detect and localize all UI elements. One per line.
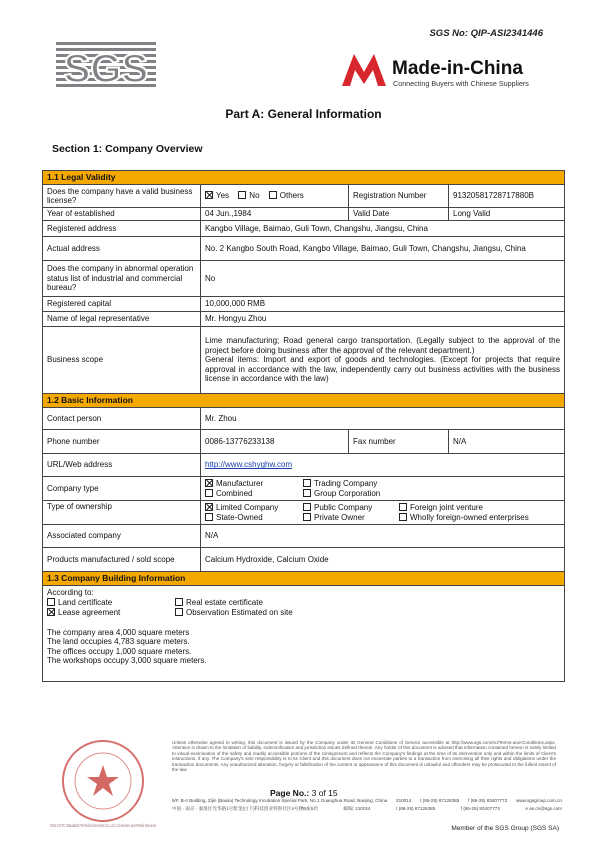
svg-text:SGS-CSTC Standards Technical S: SGS-CSTC Standards Technical Services Co.,Ltd. Consumer and Retail Services bbox=[50, 823, 156, 828]
checkbox-state-owned[interactable] bbox=[205, 513, 213, 521]
section-title: Section 1: Company Overview bbox=[52, 143, 203, 155]
made-in-china-logo bbox=[340, 48, 555, 94]
svg-text:SGS: SGS bbox=[63, 47, 149, 91]
checkbox-real-estate-certificate[interactable] bbox=[175, 598, 183, 606]
sgs-logo bbox=[56, 40, 156, 90]
section-header-legal: 1.1 Legal Validity bbox=[43, 171, 565, 185]
checkbox-lease-agreement[interactable] bbox=[47, 608, 55, 616]
row-registered-address: Registered address Kangbo Village, Baimao, Guli Town, Changshu, Jiangsu, China bbox=[43, 221, 565, 237]
label-valid-license: Does the company have a valid business license? bbox=[43, 185, 201, 208]
company-website-link[interactable]: http://www.cshyghw.com bbox=[205, 460, 293, 470]
section-header-building: 1.3 Company Building Information bbox=[43, 572, 565, 586]
checkbox-public-company[interactable] bbox=[303, 503, 311, 511]
license-options: Yes No Others bbox=[201, 185, 349, 208]
row-phone: Phone number 0086-13776233138 Fax number N/A bbox=[43, 430, 565, 454]
office-area-line: The offices occupy 1,000 square meters. bbox=[47, 646, 192, 656]
document-id: SGS No: QIP-ASI2341446 bbox=[429, 28, 543, 39]
row-contact-person: Contact person Mr. Zhou bbox=[43, 408, 565, 430]
label-registration-number: Registration Number bbox=[349, 185, 449, 208]
svg-text:Connecting Buyers with Chinese: Connecting Buyers with Chinese Suppliers bbox=[393, 79, 529, 88]
row-actual-address: Actual address No. 2 Kangbo South Road, Kangbo Village, Baimao, Guli Town, Changshu, Jiangsu, China bbox=[43, 237, 565, 261]
row-year-established: Year of established 04 Jun.,1984 Valid Date Long Valid bbox=[43, 208, 565, 221]
checkbox-private-owner[interactable] bbox=[303, 513, 311, 521]
part-title: Part A: General Information bbox=[225, 107, 382, 121]
address-line-cn: 中国 · 南京 · 秦淮区光华路1号紫金(白下)科技创业特别社区4号楼B座5层 邮编: 210014 t (86-25) 87126385 f (86-25) 83407773 e as.cn@sgs.com bbox=[172, 806, 562, 811]
section-header-basic: 1.2 Basic Information bbox=[43, 394, 565, 408]
building-area-line: The company area 4,000 square meters bbox=[47, 627, 190, 637]
checkbox-limited-company[interactable] bbox=[205, 503, 213, 511]
checkbox-group-corporation[interactable] bbox=[303, 489, 311, 497]
checkbox-combined[interactable] bbox=[205, 489, 213, 497]
page-number: Page No.: 3 of 15 bbox=[270, 788, 338, 798]
value-registration-number: 91320581728717880B bbox=[449, 185, 565, 208]
checkbox-land-certificate[interactable] bbox=[47, 598, 55, 606]
checkbox-others[interactable] bbox=[269, 191, 277, 199]
svg-text:Made-in-China: Made-in-China bbox=[392, 58, 523, 79]
checkbox-manufacturer[interactable] bbox=[205, 479, 213, 487]
row-ownership-type: Type of ownership Limited Company Public Company Foreign joint venture State-Owned Private Owner Wholly foreign-owned enterprises bbox=[43, 501, 565, 525]
business-scope-text: Lime manufacturing; Road general cargo transportation. (Legally subject to the approval of the project before doing business after the approval of the relevant department.) General items: Import and export of goods and technologies. (Except for projects that require approval in accordance with the law, independently carry out business activities with the business license in accordance with the law) bbox=[201, 327, 565, 394]
row-abnormal-status: Does the company in abnormal operation status list of industrial and commercial bureau? No bbox=[43, 261, 565, 297]
checkbox-observation-estimated[interactable] bbox=[175, 608, 183, 616]
checkbox-yes[interactable] bbox=[205, 191, 213, 199]
row-legal-representative: Name of legal representative Mr. Hongyu Zhou bbox=[43, 312, 565, 327]
row-business-scope: Business scope Lime manufacturing; Road general cargo transportation. (Legally subject to the approval of the project before doing business after the approval of the relevant department.) General items: Import and export of goods and technologies. (Except for projects that require approval in accordance with the law, independently carry out business activities with the business license in accordance with the law) bbox=[43, 327, 565, 394]
row-associated-company: Associated company N/A bbox=[43, 525, 565, 548]
checkbox-wholly-foreign-owned[interactable] bbox=[399, 513, 407, 521]
workshop-area-line: The workshops occupy 3,000 square meters. bbox=[47, 656, 207, 665]
checkbox-no[interactable] bbox=[238, 191, 246, 199]
company-overview-table bbox=[42, 170, 565, 682]
checkbox-trading-company[interactable] bbox=[303, 479, 311, 487]
row-valid-license bbox=[43, 185, 565, 208]
row-url: URL/Web address http://www.cshyghw.com bbox=[43, 454, 565, 477]
sgs-membership-note: Member of the SGS Group (SGS SA) bbox=[451, 825, 559, 832]
according-to-label: According to: bbox=[47, 588, 94, 597]
sgs-stamp-seal bbox=[48, 735, 158, 835]
land-area-line: The land occupies 4,783 square meters. bbox=[47, 637, 190, 646]
row-products: Products manufactured / sold scope Calcium Hydroxide, Calcium Oxide bbox=[43, 548, 565, 572]
checkbox-foreign-joint-venture[interactable] bbox=[399, 503, 407, 511]
address-line-en: 5/F, B-4 Building, Zijin (Baixia) Technology Incubation Special Park, No.1 Guanghua Road, Nanjing, China 210014 t (86-25) 87126385 f (86-25) 83407773 www.sgsgroup.com.cn bbox=[172, 798, 562, 803]
row-company-type: Company type Manufacturer Trading Company Combined Group Corporation bbox=[43, 477, 565, 501]
legal-disclaimer: Unless otherwise agreed in writing, this document is issued by the Company under its General Conditions of Service accessible at http://www.sgs.com/en/Terms-and-Conditions.aspx. Attention is drawn to the limitation of liability, indemnification and jurisdiction issues defined therein. Any holder of this document is advised that information contained hereon is solely limited to visual examination of the safety and readily accessible portions of the consignment and reflects the Company's findings at the time of its intervention only and within the limits of Client's instructions, if any. The Company's sole responsibility is to its Client and this document does not exonerate parties to a transaction from exercising all their rights and obligations under the transaction documents. Any unauthorized alteration, forgery or falsification of the content or appearance of this document is unlawful and offenders may be prosecuted to the fullest extent of the law. bbox=[172, 740, 556, 773]
row-building-info: According to: Land certificate Real estate certificate Lease agreement Observation Estimated on site The company area 4,000 square meters The land occupies 4,783 square meters. The offices occupy 1,000 square meters. The workshops occupy 3,000 square meters. bbox=[43, 586, 565, 682]
row-registered-capital: Registered capital 10,000,000 RMB bbox=[43, 297, 565, 312]
